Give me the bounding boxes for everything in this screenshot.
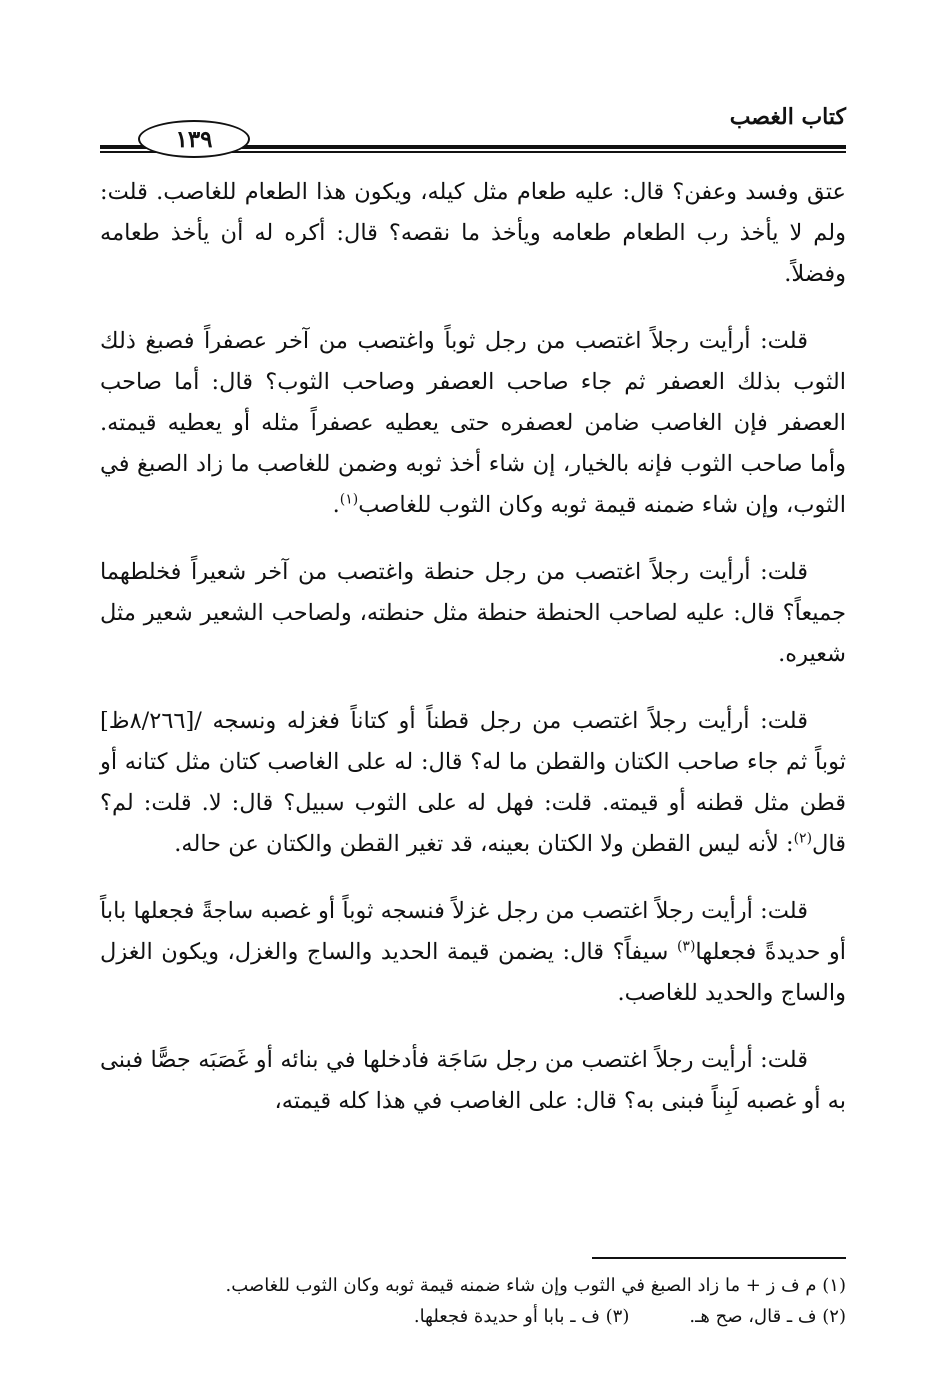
paragraph-text: قلت: أرأيت رجلاً اغتصب من رجل حنطة واغتصب من آخر شعيراً فخلطهما جميعاً؟ قال: عليه لصاحب الحنطة حنطة مثل حنطته، ولصاحب الشعير شعير مثل شعيره. (100, 559, 846, 667)
paragraph (100, 891, 846, 1014)
paragraph (100, 1040, 846, 1122)
footnote-marker: (٢) (793, 830, 813, 847)
footnote-1: (١) م ف ز + ما زاد الصبغ في الثوب وإن شاء ضمنه قيمة ثوبه وكان الثوب للغاصب. (225, 1275, 846, 1296)
paragraph-text: قلت: أرأيت رجلاً اغتصب من رجل ثوباً واغتصب من آخر عصفراً فصبغ ذلك الثوب بذلك العصفر ثم جاء صاحب العصفر وصاحب الثوب؟ قال: أما صاحب العصفر فإن الغاصب ضامن لعصفره حتى يعطيه عصفراً مثله أو يعطيه قيمته. وأما صاحب الثوب فإنه بالخيار، إن شاء أخذ ثوبه وضمن للغاصب ما زاد الصبغ في الثوب، وإن شاء ضمنه قيمة ثوبه وكان الثوب للغاصب (100, 328, 846, 518)
footnote-separator (592, 1257, 846, 1259)
paragraph-text: عتق وفسد وعفن؟ قال: عليه طعام مثل كيله، ويكون هذا الطعام للغاصب. قلت: ولم لا يأخذ رب الطعام طعامه ويأخذ ما نقصه؟ قال: أكره له أن يأخذ طعامه وفضلاً. (100, 179, 846, 287)
paragraph (100, 701, 846, 865)
paragraph-text: سيفاً؟ قال: يضمن قيمة الحديد والساج والغزل، ويكون الغزل والساج والحديد للغاصب. (100, 939, 846, 1006)
body-text (100, 172, 846, 1148)
paragraph (100, 172, 846, 295)
book-title: كتاب الغصب (729, 104, 846, 130)
paragraph-text: قلت: أرأيت رجلاً اغتصب من رجل غزلاً فنسجه ثوباً أو غصبه ساجةً فجعلها باباً أو حديدةً فجعلها (100, 898, 847, 965)
running-header (100, 98, 846, 158)
footnote-row (100, 1301, 846, 1332)
footnote-marker: (٣) (676, 938, 696, 955)
footnote-2: (٢) ف ـ قال، صح هـ. (689, 1306, 846, 1327)
footnote-marker: (١) (339, 491, 359, 508)
paragraph-text: : لأنه ليس القطن ولا الكتان بعينه، قد تغير القطن والكتان عن حاله. (174, 831, 794, 857)
page-number: ١٣٩ (175, 125, 213, 153)
footnotes (100, 1270, 846, 1332)
paragraph-text: قلت: أرأيت رجلاً اغتصب من رجل سَاجَة فأدخلها في بنائه أو غَصَبَه جصًّا فبنى به أو غصبه لَبِناً فبنى به؟ قال: على الغاصب في هذا كله قيمته، (100, 1047, 846, 1114)
paragraph (100, 321, 846, 526)
paragraph (100, 552, 846, 675)
paragraph-text: قلت: أرأيت رجلاً اغتصب من رجل قطناً أو كتاناً فغزله ونسجه /[٨/٢٦٦ظ] ثوباً ثم جاء صاحب الكتان والقطن ما له؟ قال: له على الغاصب كتان مثل كتانه أو قطن مثل قطنه أو قيمته. قلت: فهل له على الثوب سبيل؟ قال: لا. قلت: لم؟ قال (100, 708, 846, 857)
page-number-badge (138, 120, 250, 158)
footnote-3: (٣) ف ـ بابا أو حديدة فجعلها. (413, 1306, 630, 1327)
paragraph-text: . (332, 492, 340, 518)
